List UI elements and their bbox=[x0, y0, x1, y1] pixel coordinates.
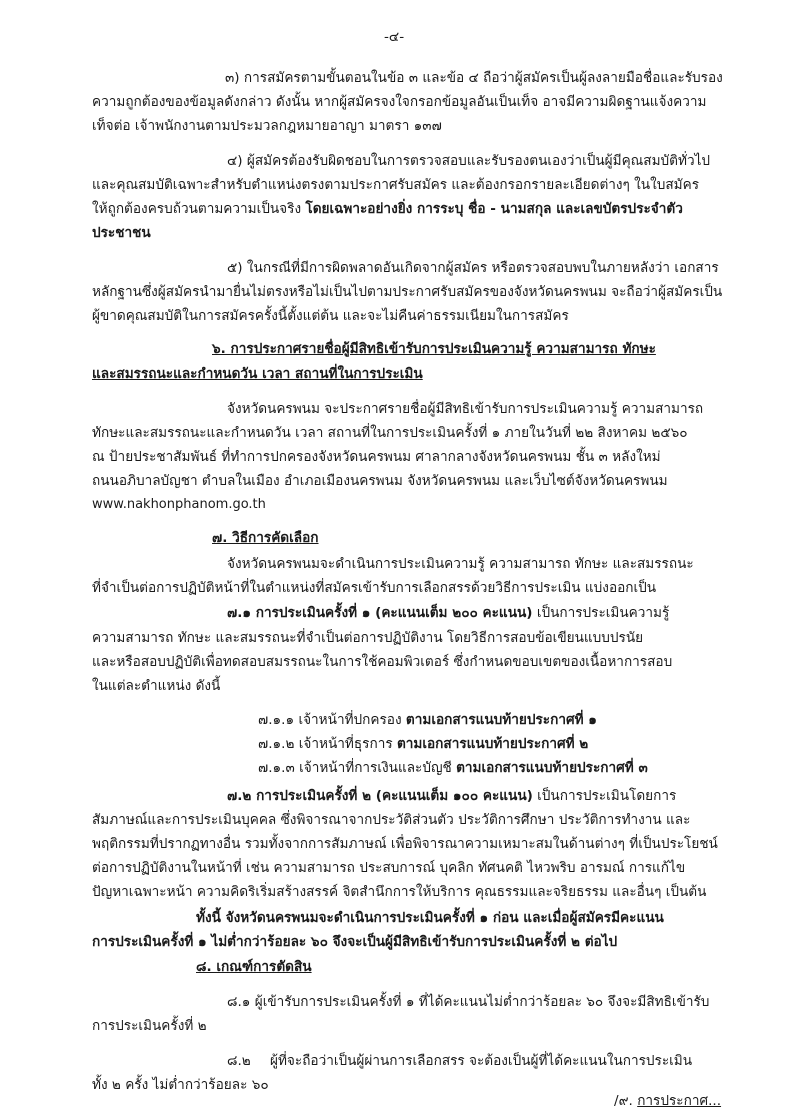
s7-line1: จังหวัดนครพนมจะดำเนินการประเมินความรู้ ความสามารถ ทักษะ และสมรรถนะ bbox=[227, 556, 694, 572]
item-doc: ตามเอกสารแนบท้ายประกาศที่ ๓ bbox=[456, 760, 648, 776]
s71-line4: ในแต่ละตำแหน่ง ดังนี้ bbox=[92, 678, 221, 694]
p4-line4: ประชาชน bbox=[92, 225, 151, 241]
s7-line2: ที่จำเป็นต่อการปฏิบัติหน้าที่ในตำแหน่งที่สมัครเข้ารับการเลือกสรรด้วยวิธีการประเมิน แบ่งออกเป็น bbox=[92, 580, 657, 596]
next-page-prefix: /๙. bbox=[614, 1093, 638, 1109]
item-label: ๗.๑.๓ เจ้าหน้าที่การเงินและบัญชี bbox=[258, 760, 457, 776]
s6-line2: ทักษะและสมรรถนะและกำหนดวัน เวลา สถานที่ในการประเมินครั้งที่ ๑ ภายในวันที่ ๒๒ สิงหาคม ๒๕๖๐ bbox=[92, 425, 688, 441]
list-item bbox=[258, 735, 588, 753]
p3-line2: ความถูกต้องของข้อมูลดังกล่าว ดังนั้น หากผู้สมัครจงใจกรอกข้อมูลอันเป็นเท็จ อาจมีความผิดฐานแจ้งความ bbox=[92, 94, 707, 110]
item-doc: ตามเอกสารแนบท้ายประกาศที่ ๒ bbox=[396, 736, 589, 752]
s82-line2: ทั้ง ๒ ครั้ง ไม่ต่ำกว่าร้อยละ ๖๐ bbox=[92, 1077, 269, 1093]
s8-heading: ๘. เกณฑ์การตัดสิน bbox=[196, 959, 312, 975]
s6-heading1: ๖. การประกาศรายชื่อผู้มีสิทธิเข้ารับการประเมินความรู้ ความสามารถ ทักษะ bbox=[212, 341, 656, 357]
page-number: -๔- bbox=[384, 29, 405, 45]
s71-line2: ความสามารถ ทักษะ และสมรรถนะที่จำเป็นต่อการปฏิบัติงาน โดยวิธีการสอบข้อเขียนแบบปรนัย bbox=[92, 630, 644, 646]
s72-title-rest: เป็นการประเมินโดยการ bbox=[532, 788, 677, 804]
s72-line4: ต่อการปฏิบัติงานในหน้าที่ เช่น ความสามารถ ประสบการณ์ บุคลิก ทัศนคติ ไหวพริบ อารมณ์ การแก้ไข bbox=[92, 860, 686, 876]
p5-line1: ๕) ในกรณีที่มีการผิดพลาดอันเกิดจากผู้สมัคร หรือตรวจสอบพบในภายหลังว่า เอกสาร bbox=[227, 260, 719, 276]
item-label: ๗.๑.๒ เจ้าหน้าที่ธุรการ bbox=[258, 736, 397, 752]
s81-line1: ๘.๑ ผู้เข้ารับการประเมินครั้งที่ ๑ ที่ได้คะแนนไม่ต่ำกว่าร้อยละ ๖๐ จึงจะมีสิทธิเข้ารับ bbox=[227, 994, 710, 1010]
p5-line2: หลักฐานซึ่งผู้สมัครนำมายื่นไม่ตรงหรือไม่เป็นไปตามประกาศรับสมัครของจังหวัดนครพนม จะถือว่าผู้สมัครเป็น bbox=[92, 284, 723, 300]
p4-line3-bold: โดยเฉพาะอย่างยิ่ง การระบุ ชื่อ - นามสกุล และเลขบัตรประจำตัว bbox=[305, 201, 683, 217]
s71-line1 bbox=[227, 604, 669, 622]
s81-line2: การประเมินครั้งที่ ๒ bbox=[92, 1018, 207, 1034]
s6-heading2: และสมรรถนะและกำหนดวัน เวลา สถานที่ในการประเมิน bbox=[92, 366, 423, 382]
p4-line2: และคุณสมบัติเฉพาะสำหรับตำแหน่งตรงตามประกาศรับสมัคร และต้องกรอกรายละเอียดต่างๆ ในใบสมัคร bbox=[92, 177, 700, 193]
p3-line1: ๓) การสมัครตามขั้นตอนในข้อ ๓ และข้อ ๔ ถือว่าผู้สมัครเป็นผู้ลงลายมือชื่อและรับรอง bbox=[225, 70, 723, 86]
p4-line1: ๔) ผู้สมัครต้องรับผิดชอบในการตรวจสอบและรับรองตนเองว่าเป็นผู้มีคุณสมบัติทั่วไป bbox=[227, 153, 711, 169]
s6-line4: ถนนอภิบาลบัญชา ตำบลในเมือง อำเภอเมืองนครพนม จังหวัดนครพนม และเว็บไซต์จังหวัดนครพนม bbox=[92, 473, 668, 489]
list-item bbox=[258, 711, 597, 729]
s7-note1: ทั้งนี้ จังหวัดนครพนมจะดำเนินการประเมินครั้งที่ ๑ ก่อน และเมื่อผู้สมัครมีคะแนน bbox=[196, 910, 664, 926]
next-page-link: การประกาศ... bbox=[637, 1093, 722, 1109]
s6-line3: ณ ป้ายประชาสัมพันธ์ ที่ทำการปกครองจังหวัดนครพนม ศาลากลางจังหวัดนครพนม ชั้น ๓ หลังใหม่ bbox=[92, 449, 661, 465]
s7-note2: การประเมินครั้งที่ ๑ ไม่ต่ำกว่าร้อยละ ๖๐ จึงจะเป็นผู้มีสิทธิเข้ารับการประเมินครั้งที่ ๒ ต่อไป bbox=[92, 934, 618, 950]
list-item bbox=[258, 759, 648, 777]
s71-line3: และหรือสอบปฏิบัติเพื่อทดสอบสมรรถนะในการใช้คอมพิวเตอร์ ซึ่งกำหนดขอบเขตของเนื้อหาการสอบ bbox=[92, 654, 673, 670]
s72-line2: สัมภาษณ์และการประเมินบุคคล ซึ่งพิจารณาจากประวัติส่วนตัว ประวัติการศึกษา ประวัติการทำงาน และ bbox=[92, 812, 691, 828]
item-label: ๗.๑.๑ เจ้าหน้าที่ปกครอง bbox=[258, 712, 406, 728]
p4-line3-normal: ให้ถูกต้องครบถ้วนตามความเป็นจริง bbox=[92, 201, 306, 217]
s82-line1: ผู้ที่จะถือว่าเป็นผู้ผ่านการเลือกสรร จะต้องเป็นผู้ที่ได้คะแนนในการประเมิน bbox=[270, 1053, 693, 1069]
p5-line3: ผู้ขาดคุณสมบัติในการสมัครครั้งนี้ตั้งแต่ต้น และจะไม่คืนค่าธรรมเนียมในการสมัคร bbox=[92, 308, 569, 324]
p4-line3 bbox=[92, 200, 683, 218]
s72-line5: ปัญหาเฉพาะหน้า ความคิดริเริ่มสร้างสรรค์ จิตสำนึกการให้บริการ คุณธรรมและจริยธรรม และอื่นๆ เป็นต้น bbox=[92, 884, 707, 900]
s82-number: ๘.๒ bbox=[227, 1053, 251, 1069]
s72-title: ๗.๒ การประเมินครั้งที่ ๒ (คะแนนเต็ม ๑๐๐ คะแนน) bbox=[227, 788, 533, 804]
website-url: www.nakhonphanom.go.th bbox=[92, 497, 266, 512]
s72-line3: พฤติกรรมที่ปรากฏทางอื่น รวมทั้งจากการสัมภาษณ์ เพื่อพิจารณาความเหมาะสมในด้านต่างๆ ที่เป็นประโยชน์ bbox=[92, 836, 718, 852]
p3-line3: เท็จต่อ เจ้าพนักงานตามประมวลกฎหมายอาญา มาตรา ๑๓๗ bbox=[92, 118, 442, 134]
s71-title-rest: เป็นการประเมินความรู้ bbox=[532, 605, 670, 621]
s71-title: ๗.๑ การประเมินครั้งที่ ๑ (คะแนนเต็ม ๒๐๐ คะแนน) bbox=[227, 605, 533, 621]
s6-line1: จังหวัดนครพนม จะประกาศรายชื่อผู้มีสิทธิเข้ารับการประเมินความรู้ ความสามารถ bbox=[227, 401, 704, 417]
next-page-ref bbox=[614, 1092, 721, 1110]
item-doc: ตามเอกสารแนบท้ายประกาศที่ ๑ bbox=[405, 712, 597, 728]
s7-heading: ๗. วิธีการคัดเลือก bbox=[212, 530, 319, 546]
s72-line1 bbox=[227, 787, 676, 805]
